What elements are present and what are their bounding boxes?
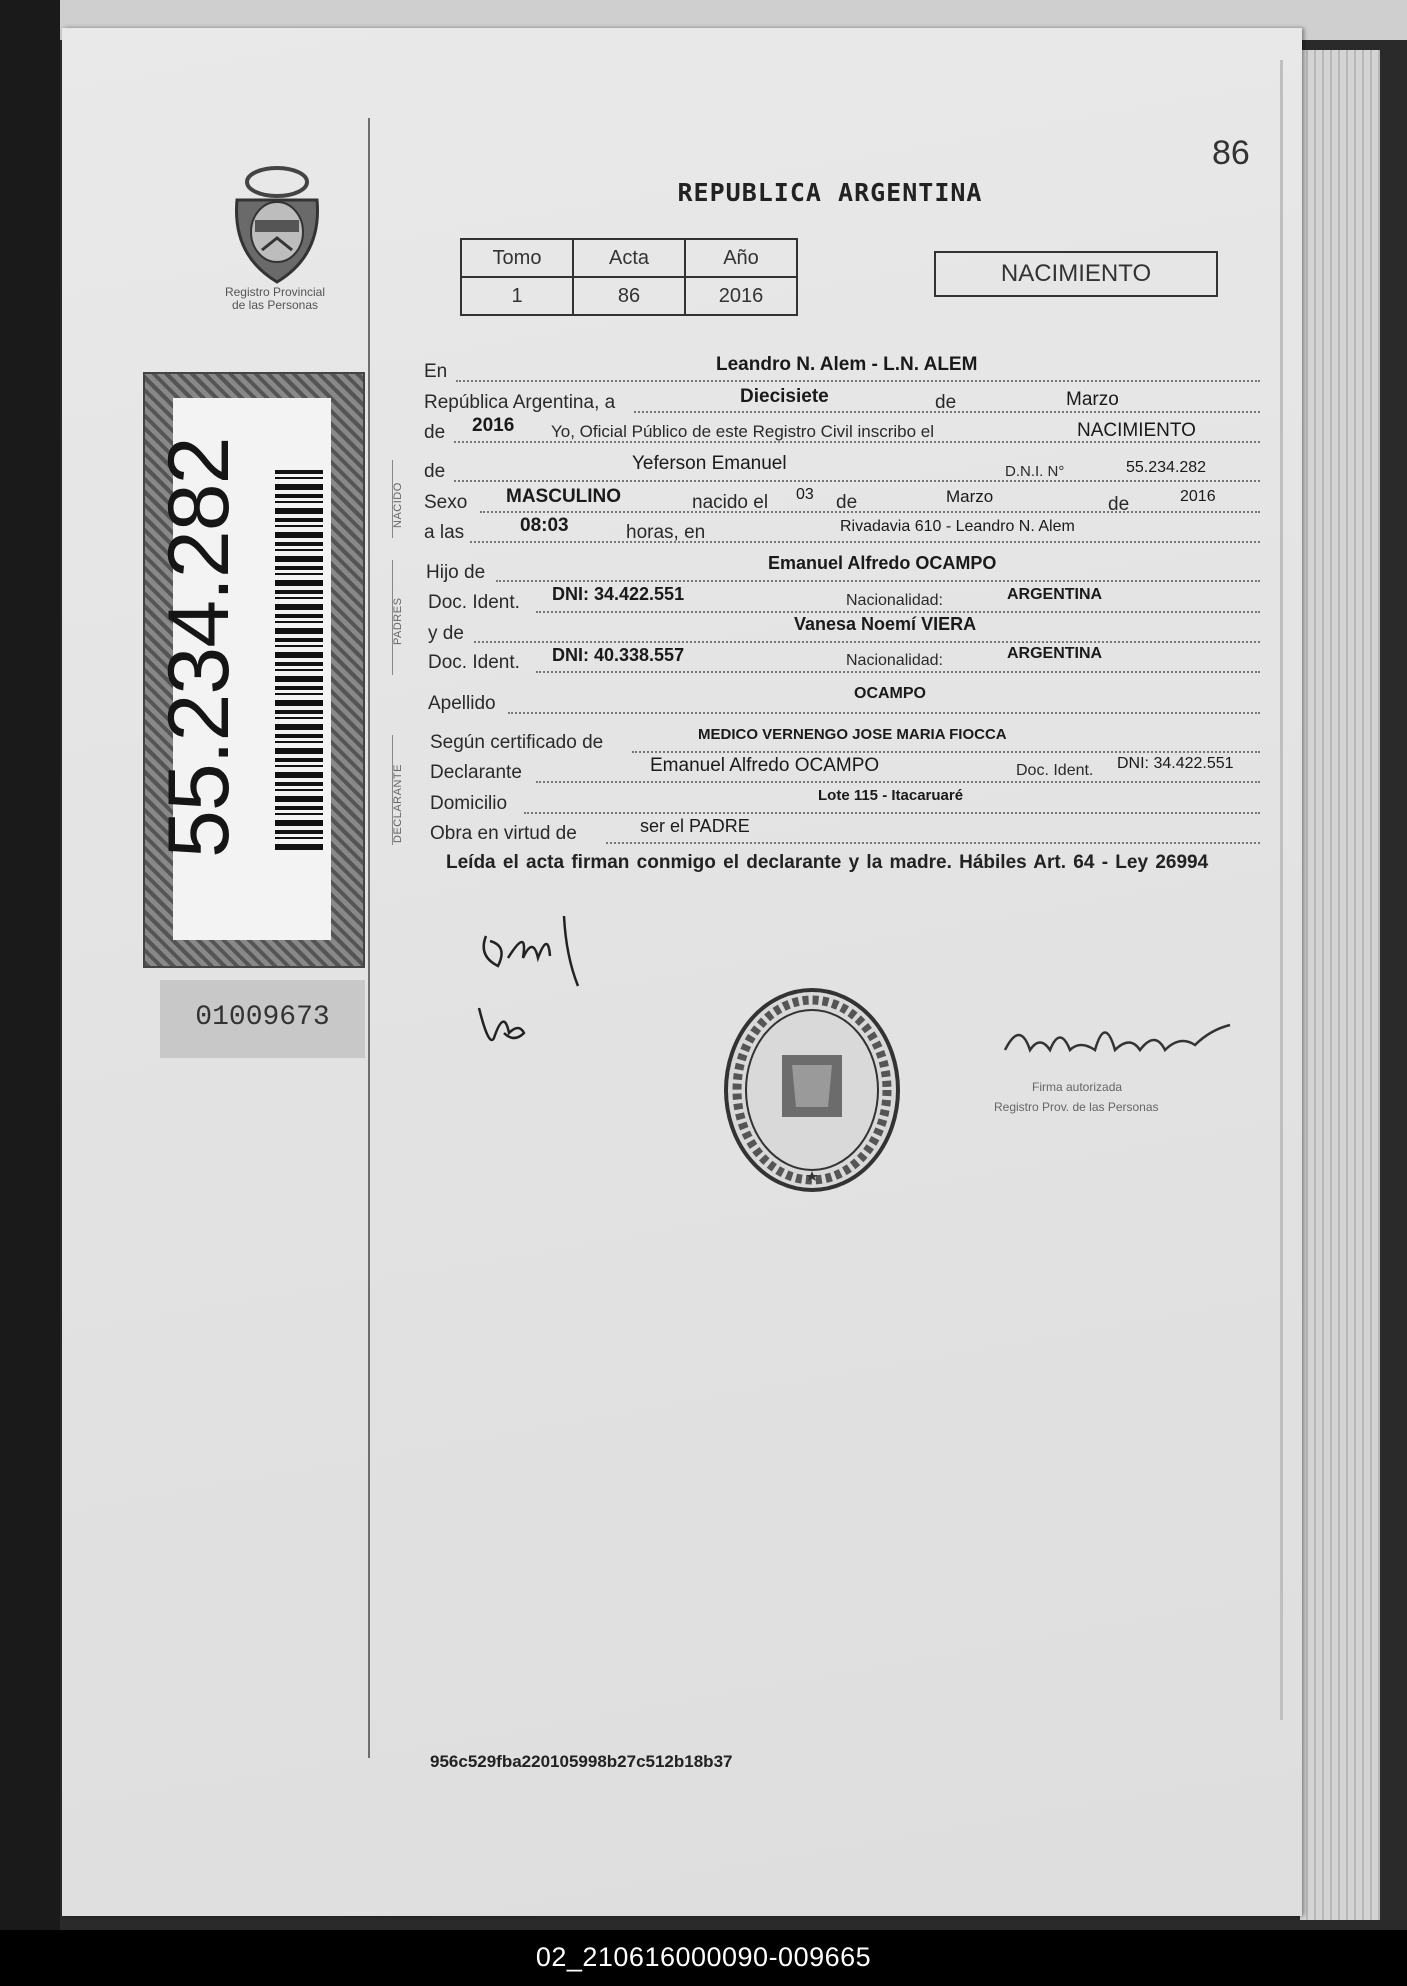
value-year: 2016 [472,415,515,436]
reference-header-tomo: Tomo [461,239,573,277]
value-mother-dni: DNI: 40.338.557 [552,645,685,665]
value-birth-place: Rivadavia 610 - Leandro N. Alem [840,518,1075,535]
crest-caption [205,286,345,312]
mother-signature [474,998,544,1058]
reference-header-anio: Año [685,239,797,277]
value-child-name: Yeferson Emanuel [632,453,787,474]
label-horas-en: horas, en [626,522,706,543]
reference-table-value-row [461,277,797,315]
page-number: 86 [1212,134,1250,172]
label-declarant-doc: Doc. Ident. [1016,762,1094,779]
closing-statement: Leída el acta firman conmigo el declarante y la madre. Hábiles Art. 64 - Ley 26994 [446,852,1209,873]
value-surname: OCAMPO [854,685,926,702]
label-certificado: Según certificado de [430,732,604,753]
barcode [275,470,323,850]
label-de: de [1108,494,1130,515]
label-y-de: y de [428,623,464,644]
label-doc-ident: Doc. Ident. [428,592,520,613]
value-day-words: Diecisiete [740,386,829,407]
fill-line [454,480,1260,482]
label-obra: Obra en virtud de [430,823,577,844]
officer-signature [1000,1010,1235,1070]
value-father-dni: DNI: 34.422.551 [552,584,685,604]
fill-line [474,641,1260,643]
background-left [0,0,60,1930]
value-birth-year: 2016 [1180,488,1216,505]
value-capacity: ser el PADRE [640,816,750,836]
value-month: Marzo [1066,389,1119,410]
label-republica: República Argentina, a [424,392,616,413]
document-heading: REPUBLICA ARGENTINA [677,178,983,207]
reference-value-anio: 2016 [685,277,797,315]
official-seal-icon [720,985,905,1195]
value-certificate: MEDICO VERNENGO JOSE MARIA FIOCCA [698,726,1007,743]
fill-line [536,611,1260,613]
value-mother-nationality: ARGENTINA [1007,645,1103,662]
fill-line [496,580,1260,582]
label-doc-ident: Doc. Ident. [428,652,520,673]
provincial-crest-icon [222,160,332,288]
stacked-pages-edge [1300,50,1380,1920]
value-child-dni: 55.234.282 [1126,459,1207,476]
section-label-nacido: NACIDO [392,482,404,528]
value-birth-month: Marzo [946,487,994,506]
fill-line [536,671,1260,673]
label-de: de [935,392,957,413]
fill-line [524,812,1260,814]
value-localidad: Leandro N. Alem - L.N. ALEM [716,354,978,375]
section-label-declarante: DECLARANTE [392,764,404,843]
crest-caption-line: Registro Provincial [224,285,326,299]
label-hijo-de: Hijo de [426,562,486,583]
value-mother-name: Vanesa Noemí VIERA [794,614,977,634]
label-dni: D.N.I. N° [1005,463,1065,480]
value-sexo: MASCULINO [506,486,622,507]
reference-value-acta: 86 [573,277,685,315]
act-type-box: NACIMIENTO [934,251,1218,297]
dni-sticker-number: 55.234.282 [151,437,247,858]
text-oficial-publico: Yo, Oficial Público de este Registro Civil inscribo el [551,422,934,441]
value-father-nationality: ARGENTINA [1007,586,1103,603]
scan-filename: 02_210616000090-009665 [535,1942,872,1972]
fill-line [536,781,1260,783]
reference-header-acta: Acta [573,239,685,277]
value-father-name: Emanuel Alfredo OCAMPO [768,553,997,573]
value-declarant-name: Emanuel Alfredo OCAMPO [650,755,880,776]
label-nacido-el: nacido el [692,492,769,513]
section-label-padres: PADRES [392,597,404,645]
fill-line [632,751,1260,753]
label-sexo: Sexo [424,492,468,513]
fill-line [606,842,1260,844]
value-birth-day: 03 [796,486,814,503]
reference-value-tomo: 1 [461,277,573,315]
reference-table [460,238,798,316]
fill-line [456,380,1260,382]
officer-registry: Registro Prov. de las Personas [994,1100,1159,1114]
value-act-inscribed: NACIMIENTO [1077,420,1196,441]
label-domicilio: Domicilio [430,793,508,814]
value-address: Lote 115 - Itacaruaré [818,787,964,804]
value-declarant-dni: DNI: 34.422.551 [1117,755,1234,772]
declarant-signature [468,896,598,996]
label-apellido: Apellido [428,693,496,714]
fill-line [480,511,1260,513]
serial-number: 01009673 [195,1002,330,1033]
label-en: En [424,361,448,382]
crest-caption-line: de las Personas [231,298,319,312]
reference-table-header-row [461,239,797,277]
document-hash: 956c529fba220105998b27c512b18b37 [430,1752,733,1771]
label-de-name: de [424,461,446,482]
margin-rule [368,118,370,1758]
officer-title: Firma autorizada [1032,1080,1123,1094]
label-de: de [836,492,858,513]
page-edge [1280,60,1283,1720]
fill-line [470,541,1260,543]
label-declarante: Declarante [430,762,522,783]
label-nacionalidad: Nacionalidad: [846,592,943,609]
label-nacionalidad: Nacionalidad: [846,652,943,669]
label-a-las: a las [424,522,465,543]
fill-line [508,712,1260,714]
value-birth-time: 08:03 [520,515,569,536]
label-de-year: de [424,422,446,443]
